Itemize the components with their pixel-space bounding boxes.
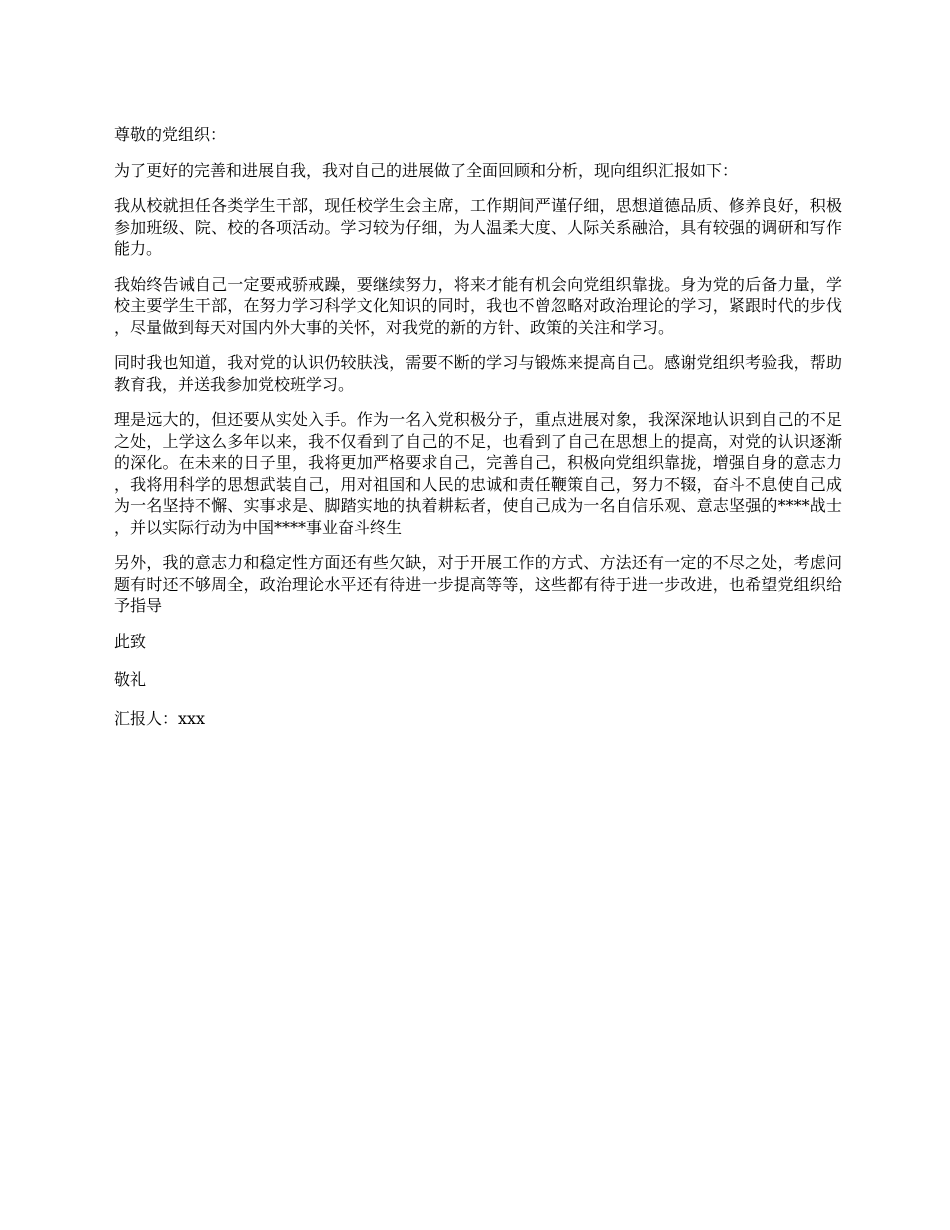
paragraph-self-awareness: 同时我也知道，我对党的认识仍较肤浅，需要不断的学习与锻炼来提高自己。感谢党组织考验我，帮助教育我，并送我参加党校班学习。 [114, 353, 842, 394]
closing-cizhi: 此致 [114, 631, 147, 651]
paragraph-intro: 为了更好的完善和进展自我，我对自己的进展做了全面回顾和分析，现向组织汇报如下： [114, 160, 739, 180]
paragraph-shortcomings: 另外，我的意志力和稳定性方面还有些欠缺，对于开展工作的方式、方法还有一定的不尽之处，考虑问题有时还不够周全，政治理论水平还有待进一步提高等等，这些都有待于进一步改进，也希望党组织给予指导 [114, 553, 842, 615]
paragraph-background: 我从校就担任各类学生干部，现任校学生会主席，工作期间严谨仔细，思想道德品质、修养良好，积极参加班级、院、校的各项活动。学习较为仔细，为人温柔大度、人际关系融洽，具有较强的调研和写作能力。 [114, 196, 842, 258]
paragraph-attitude: 我始终告诫自己一定要戒骄戒躁，要继续努力，将来才能有机会向党组织靠拢。身为党的后备力量，学校主要学生干部，在努力学习科学文化知识的同时，我也不曾忽略对政治理论的学习，紧跟时代的步伐，尽量做到每天对国内外大事的关怀，对我党的新的方针、政策的关注和学习。 [114, 274, 842, 337]
closing-jingli: 敬礼 [114, 670, 147, 689]
salutation: 尊敬的党组织： [114, 125, 227, 144]
signature: 汇报人：xxx [114, 708, 206, 728]
paragraph-ideals: 理是远大的，但还要从实处入手。作为一名入党积极分子，重点进展对象，我深深地认识到自己的不足之处，上学这么多年以来，我不仅看到了自己的不足，也看到了自己在思想上的提高，对党的认识逐渐的深化。在未来的日子里，我将更加严格要求自己，完善自己，积极向党组织靠拢，增强自身的意志力，我将用科学的思想武装自己，用对祖国和人民的忠诚和责任鞭策自己，努力不辍，奋斗不息使自己成为一名坚持不懈、实事求是、脚踏实地的执着耕耘者，使自己成为一名自信乐观、意志坚强的****战士，并以实际行动为中国****事业奋斗终生 [114, 410, 842, 537]
report-letter [114, 124, 842, 746]
